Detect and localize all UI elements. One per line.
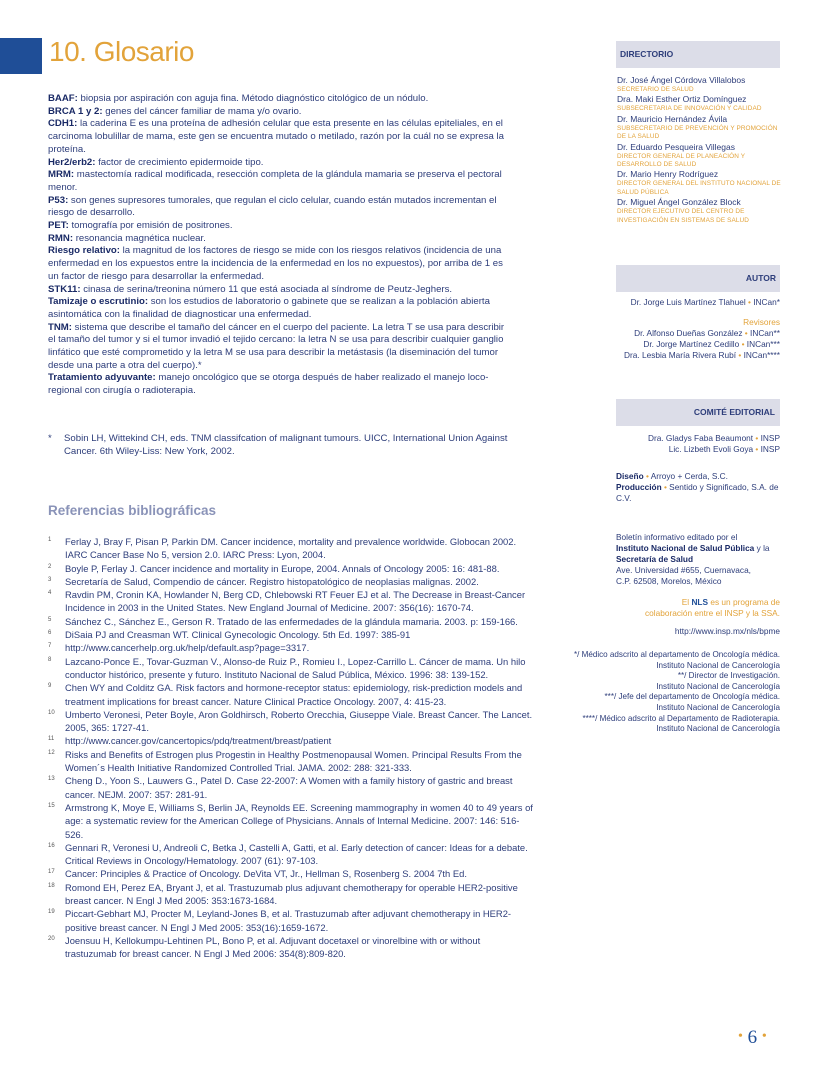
autor-block — [596, 297, 780, 361]
glossary-entry — [48, 322, 514, 373]
reference-text: Piccart-Gebhart MJ, Procter M, Leyland-Jones B, et al. Trastuzumab after adjuvant chemotherapy in HER2-positive breast cancer. N Engl J Med 2005: 353(16):1659-1672. — [65, 908, 512, 933]
diseno-value: Arroyo + Cerda, S.C. — [650, 471, 728, 481]
note-line: Instituto Nacional de Cancerología — [656, 681, 780, 691]
reference-text: Secretaría de Salud, Compendio de cáncer. Registro histopatológico de neoplasias malignas. 2002. — [65, 575, 479, 587]
bulletin-institutions — [616, 543, 786, 565]
bulletin-address-2: C.P. 62508, Morelos, México — [616, 576, 722, 586]
reference-item — [48, 774, 534, 801]
note-line: */ Médico adscrito al departamento de Oncología médica. — [573, 650, 780, 659]
reference-item — [48, 588, 534, 615]
comite-header: COMITÉ EDITORIAL — [616, 399, 780, 426]
nls-line-1 — [596, 597, 780, 608]
reference-text: Cheng D., Yoon S., Lauwers G., Patel D. Case 22-2007: A Women with a family history of gastric and breast cancer. NEJM. 2007: 357: 281-91. — [65, 775, 513, 800]
reference-number: 13 — [48, 776, 55, 783]
glossary-term: PET: — [48, 220, 69, 232]
reference-item — [48, 708, 534, 735]
revisor-name: Dra. Lesbia María Rivera Rubí — [623, 350, 737, 360]
directorio-name: Dr. Eduardo Pesqueira Villegas — [617, 141, 735, 152]
directorio-role: DIRECTOR EJECUTIVO DEL CENTRO DE INVESTIGACIÓN EN SISTEMAS DE SALUD — [617, 208, 749, 224]
reference-text: Ravdin PM, Cronin KA, Howlander N, Berg CD, Chlebowski RT Feuer EJ et al. The Decrease in Breast-Cancer Incidence in 2003 in the United States. New England Journal of Medicine. 2007: 356(16): 1670-74. — [65, 589, 526, 614]
nls-pre: El — [681, 597, 692, 607]
footnote-text: Sobin LH, Wittekind CH, eds. TNM classifcation of malignant tumours. UICC, International Union Against Cancer. 6th Wiley-Liss: New York, 2002. — [64, 433, 508, 457]
glossary-definition: genes del cáncer familiar de mama y/o ovario. — [102, 105, 302, 117]
reference-number: 5 — [48, 616, 52, 623]
reference-number: 20 — [48, 935, 55, 942]
website-link[interactable]: http://www.insp.mx/nls/bpme — [674, 626, 780, 636]
note-line: ****/ Médico adscrito al Departamento de Radioterapia. — [582, 713, 780, 723]
comite-inst: INSP — [760, 433, 780, 443]
bullet-dot-left: • — [738, 1029, 743, 1044]
glossary-definition: factor de crecimiento epidermoide tipo. — [95, 156, 264, 168]
reference-item — [48, 628, 534, 641]
reference-number: 1 — [48, 537, 52, 543]
separator-dot: • — [736, 350, 744, 360]
directorio-name: Dr. Miguel Ángel González Block — [617, 197, 741, 208]
revisor-line — [596, 350, 780, 361]
glossary-entry — [48, 106, 514, 119]
note-line: Instituto Nacional de Cancerología — [656, 724, 780, 734]
glossary-term: MRM: — [48, 169, 75, 181]
reference-text: Lazcano-Ponce E., Tovar-Guzman V., Alonso-de Ruiz P., Romieu I., Lopez-Carrillo L. Cáncer de mama. Un hilo conductor histórico, presente y futuro. Instituto Nacional de Salud Pública, México. 1996: 38: 139-152. — [65, 655, 526, 680]
glossary-definition: resonancia magnética nuclear. — [73, 232, 206, 244]
revisor-line — [596, 339, 780, 350]
directorio-role: DIRECTOR GENERAL DE PLANEACIÓN Y DESARROLLO DE SALUD — [617, 152, 745, 169]
reference-text: Ferlay J, Bray F, Pisan P, Parkin DM. Cancer incidence, mortality and prevalence worldwide. Globocan 2002. IARC Cancer Base No 5, version 2.0. IARC Press: Lyon, 2004. — [65, 536, 517, 561]
glossary-definition: la caderina E es una proteína de adhesión celular que esta presente en las células epiteliales, en el carcinoma lobulillar de mama, este gen se encuentra mutado o metilado, razón por la cuál no se expresa la proteína. — [48, 118, 504, 155]
reference-number: 6 — [48, 630, 52, 637]
directorio-list — [617, 75, 781, 225]
reference-text: Gennari R, Veronesi U, Andreoli C, Betka J, Castelli A, Gatti, et al. Early detection of cancer: Ideas for a debate. Critical Reviews in Oncology/Hematology. 2007 (61): 97-103. — [65, 841, 528, 867]
produccion-label: Producción — [616, 482, 662, 492]
glossary-term: P53: — [48, 194, 69, 206]
glossary-definition: tomografía por emisión de positrones. — [68, 220, 233, 232]
separator-dot: • — [742, 328, 751, 338]
glossary-entry — [48, 296, 514, 321]
reference-number: 4 — [48, 590, 52, 597]
glossary-term: BAAF: — [48, 93, 78, 104]
glossary-definition: son los estudios de laboratorio o gabinete que se realizan a la población abierta asintomática con la finalidad de diagnosticar una enfermedad. — [48, 296, 490, 320]
reference-text: Cancer: Principles & Practice of Oncology. DeVita VT, Jr., Hellman S, Rosenberg S. 2004 7th Ed. — [65, 868, 467, 880]
comite-inst: INSP — [760, 444, 780, 454]
glossary-entry — [48, 118, 514, 156]
glossary-entry — [48, 220, 514, 233]
glossary-term: TNM: — [48, 321, 72, 333]
revisor-line — [596, 328, 780, 339]
section-tab-marker — [0, 38, 42, 74]
page-title: 10. Glosario — [49, 36, 194, 67]
reference-text: Joensuu H, Kellokumpu-Lehtinen PL, Bono P, et al. Adjuvant docetaxel or vinorelbine with or without trastuzumab for breast cancer. N Engl J Med 2006: 354(8):809-820. — [65, 934, 481, 960]
autor-line — [596, 297, 780, 308]
reference-item — [48, 881, 534, 908]
reference-number: 11 — [48, 736, 55, 743]
reference-text: DiSaia PJ and Creasman WT. Clinical Gynecologic Oncology. 5th Ed. 1997: 385-91 — [65, 629, 411, 641]
directorio-name: Dr. José Ángel Córdova Villalobos — [617, 75, 746, 85]
glossary-term: CDH1: — [48, 118, 78, 130]
reference-item — [48, 681, 534, 708]
reference-number: 15 — [48, 802, 55, 809]
reference-item — [48, 535, 534, 562]
comite-line — [596, 433, 780, 444]
directorio-name: Dr. Mauricio Hernández Ávila — [617, 113, 728, 124]
reference-number: 19 — [48, 909, 55, 916]
reference-item — [48, 841, 534, 868]
bulletin-info — [616, 532, 786, 587]
glossary-definition: la magnitud de los factores de riesgo se mide con los riesgos relativos (incidencia de una enfermedad en los expuestos entre la incidencia de la enfermedad en los no expuestos), por arriba de 1 es un factor de riesgo para desarrollar la enfermedad. — [48, 245, 503, 282]
note-line: ***/ Jefe del departamento de Oncología médica. — [604, 692, 780, 702]
reference-number: 17 — [48, 869, 55, 876]
autor-inst: INCan* — [753, 297, 780, 307]
reference-item — [48, 867, 534, 880]
diseno-label: Diseño — [616, 471, 644, 481]
separator-dot: • — [643, 471, 651, 481]
directorio-role: SUBSECRETARIO DE PREVENCIÓN Y PROMOCIÓN DE LA SALUD — [617, 124, 778, 141]
reference-item — [48, 934, 534, 961]
references-list — [48, 535, 534, 961]
note-line: Instituto Nacional de Cancerología — [656, 702, 780, 712]
reference-text: Risks and Benefits of Estrogen plus Progestin in Healthy Postmenopausal Women. Principal Results From the Women´s Health Initiative Randomized Controlled Trial. JAMA. 2002: 288: 321-333. — [65, 748, 522, 774]
comite-block — [596, 433, 780, 455]
reference-item — [48, 734, 534, 747]
glossary-definition: mastectomía radical modificada, resección completa de la glándula mamaria se preserva el pectoral menor. — [48, 169, 502, 193]
reference-number: 10 — [48, 709, 55, 716]
revisor-inst: INCan** — [750, 328, 780, 338]
glossary-entry — [48, 93, 514, 106]
nls-post: es un programa de — [708, 597, 780, 607]
revisores-title: Revisores — [743, 317, 780, 327]
separator-dot: • — [753, 444, 761, 454]
glossary-entry — [48, 284, 514, 297]
revisor-name: Dr. Jorge Martínez Cedillo — [643, 339, 740, 349]
autor-header: AUTOR — [616, 265, 780, 292]
reference-text: Romond EH, Perez EA, Bryant J, et al. Trastuzumab plus adjuvant chemotherapy for operable HER2-positive breast cancer. N Engl J Med 2005: 353:1673-1684. — [65, 881, 518, 907]
nls-brand: NLS — [691, 597, 709, 607]
revisor-inst: INCan**** — [743, 350, 780, 360]
glossary-definition: manejo oncológico que se otorga después de haber realizado el manejo loco-regional con cirugía o radioterapia. — [48, 372, 489, 397]
separator-dot: • — [753, 433, 761, 443]
separator-dot: • — [745, 297, 754, 307]
directorio-role: SECRETARIO DE SALUD — [617, 86, 694, 93]
glossary-entry — [48, 372, 514, 397]
bulletin-inst1: Instituto Nacional de Salud Pública — [616, 543, 755, 553]
glossary-term: Tamizaje o escrutinio: — [48, 296, 149, 308]
reference-number: 3 — [48, 576, 52, 583]
glossary-term: BRCA 1 y 2: — [48, 105, 103, 117]
note-line: **/ Director de Investigación. — [677, 671, 780, 681]
autor-name: Dr. Jorge Luis Martínez Tlahuel — [630, 297, 746, 307]
comite-name: Dra. Gladys Faba Beaumont — [647, 433, 754, 443]
glossary-entry — [48, 245, 514, 283]
directorio-header: DIRECTORIO — [616, 41, 780, 68]
produccion-value: Sentido y Significado, S.A. de C.V. — [616, 482, 779, 503]
reference-item — [48, 907, 534, 934]
revisor-name: Dr. Alfonso Dueñas González — [634, 328, 743, 338]
glossary-definition: cinasa de serina/treonina número 11 que está asociada al síndrome de Peutz-Jeghers. — [80, 283, 453, 295]
reference-text: Sánchez C., Sánchez E., Gerson R. Tratado de las enfermedades de la glándula mamaria. 2003. p: 159-166. — [65, 615, 518, 627]
glossary — [48, 93, 514, 398]
affiliation-notes — [540, 650, 780, 735]
reference-item — [48, 575, 534, 588]
produccion-line — [616, 482, 780, 504]
glossary-entry — [48, 157, 514, 170]
reference-number: 12 — [48, 749, 55, 756]
bulletin-inst2: Secretaría de Salud — [616, 554, 694, 564]
glossary-entry — [48, 169, 514, 194]
glossary-definition: sistema que describe el tamaño del cáncer en el cuerpo del paciente. La letra T se usa para describir el tamaño del tumor y si el tumor invadió el tejido cercano: la letra N se usa para describir cualquier ganglio linfático que esté comprometido y la letra M se usa para describir la metástasis (la diseminación del tumor desde una parte a otra del cuerpo).* — [48, 321, 505, 371]
reference-link[interactable]: http://www.cancerhelp.org.uk/help/default.asp?page=3317. — [65, 642, 310, 654]
directorio-role: DIRECTOR GENERAL DEL INSTITUTO NACIONAL DE SALUD PÚBLICA — [617, 180, 781, 196]
comite-name: Lic. Lizbeth Evoli Goya — [668, 444, 754, 454]
note-line: Instituto Nacional de Cancerología — [656, 660, 780, 670]
glossary-entry — [48, 233, 514, 246]
glossary-entry — [48, 195, 514, 220]
comite-line — [596, 444, 780, 455]
reference-number: 7 — [48, 643, 52, 650]
reference-text: Umberto Veronesi, Peter Boyle, Aron Goldhirsch, Roberto Orecchia, Giuseppe Viale. Breast Cancer. The Lancet. 2005, 365: 1727-41. — [65, 708, 533, 734]
glossary-definition: son genes supresores tumorales, que regulan el ciclo celular, cuando están mutados incrementan el riesgo de desarrollo. — [48, 194, 497, 219]
reference-text: Chen WY and Colditz GA. Risk factors and hormone-receptor status: epidemiology, risk-prediction models and treatment implications for breast cancer. Nature Clinical Practice Oncology. 2007, 4: 415-23. — [65, 682, 523, 707]
glossary-term: STK11: — [48, 283, 81, 295]
reference-item — [48, 748, 534, 775]
directorio-name: Dra. Maki Esther Ortiz Domínguez — [617, 94, 747, 105]
glossary-term: Riesgo relativo: — [48, 245, 120, 257]
bulletin-intro: Boletín informativo editado por el — [616, 532, 738, 542]
reference-number: 18 — [48, 882, 55, 889]
reference-item — [48, 655, 534, 682]
references-title: Referencias bibliográficas — [48, 503, 217, 518]
reference-item — [48, 641, 534, 654]
separator-dot: • — [739, 339, 747, 349]
footnote — [48, 432, 518, 458]
bulletin-and: y la — [754, 543, 770, 553]
page-number-value: 6 — [747, 1027, 758, 1048]
directorio-role: SUBSECRETARIA DE INNOVACIÓN Y CALIDAD — [617, 105, 762, 113]
reference-item — [48, 801, 534, 841]
reference-item — [48, 562, 534, 575]
reference-link[interactable]: http://www.cancer.gov/cancertopics/pdq/treatment/breast/patient — [65, 735, 332, 747]
reference-number: 9 — [48, 683, 52, 690]
bulletin-address-1: Ave. Universidad #655, Cuernavaca, — [616, 565, 751, 575]
nls-line-2: colaboración entre el INSP y la SSA. — [645, 608, 780, 618]
nls-tagline — [596, 597, 780, 619]
reference-number: 2 — [48, 563, 52, 570]
separator-dot: • — [661, 482, 670, 492]
reference-number: 16 — [48, 842, 55, 849]
directorio-name: Dr. Mario Henry Rodríguez — [617, 169, 719, 180]
reference-item — [48, 615, 534, 628]
glossary-term: RMN: — [48, 232, 74, 244]
glossary-definition: biopsia por aspiración con aguja fina. Método diagnóstico citológico de un nódulo. — [77, 93, 429, 104]
reference-number: 8 — [48, 656, 52, 663]
glossary-term: Her2/erb2: — [48, 156, 96, 168]
credits — [616, 471, 780, 504]
reference-text: Boyle P, Ferlay J. Cancer incidence and mortality in Europe, 2004. Annals of Oncology 2005: 16: 481-88. — [65, 562, 500, 574]
diseno-line — [616, 471, 780, 482]
glossary-term: Tratamiento adyuvante: — [48, 372, 156, 384]
reference-text: Armstrong K, Moye E, Williams S, Berlin JA, Reynolds EE. Screening mammography in women 40 to 49 years of age: a systematic review for the American College of Physicians. Annals of Internal Medicine. 2007: 146: 516-526. — [65, 801, 533, 840]
footnote-marker: * — [48, 433, 52, 444]
page-number — [738, 1027, 767, 1049]
bullet-dot-right: • — [761, 1029, 767, 1044]
revisor-inst: INCan*** — [746, 339, 780, 349]
